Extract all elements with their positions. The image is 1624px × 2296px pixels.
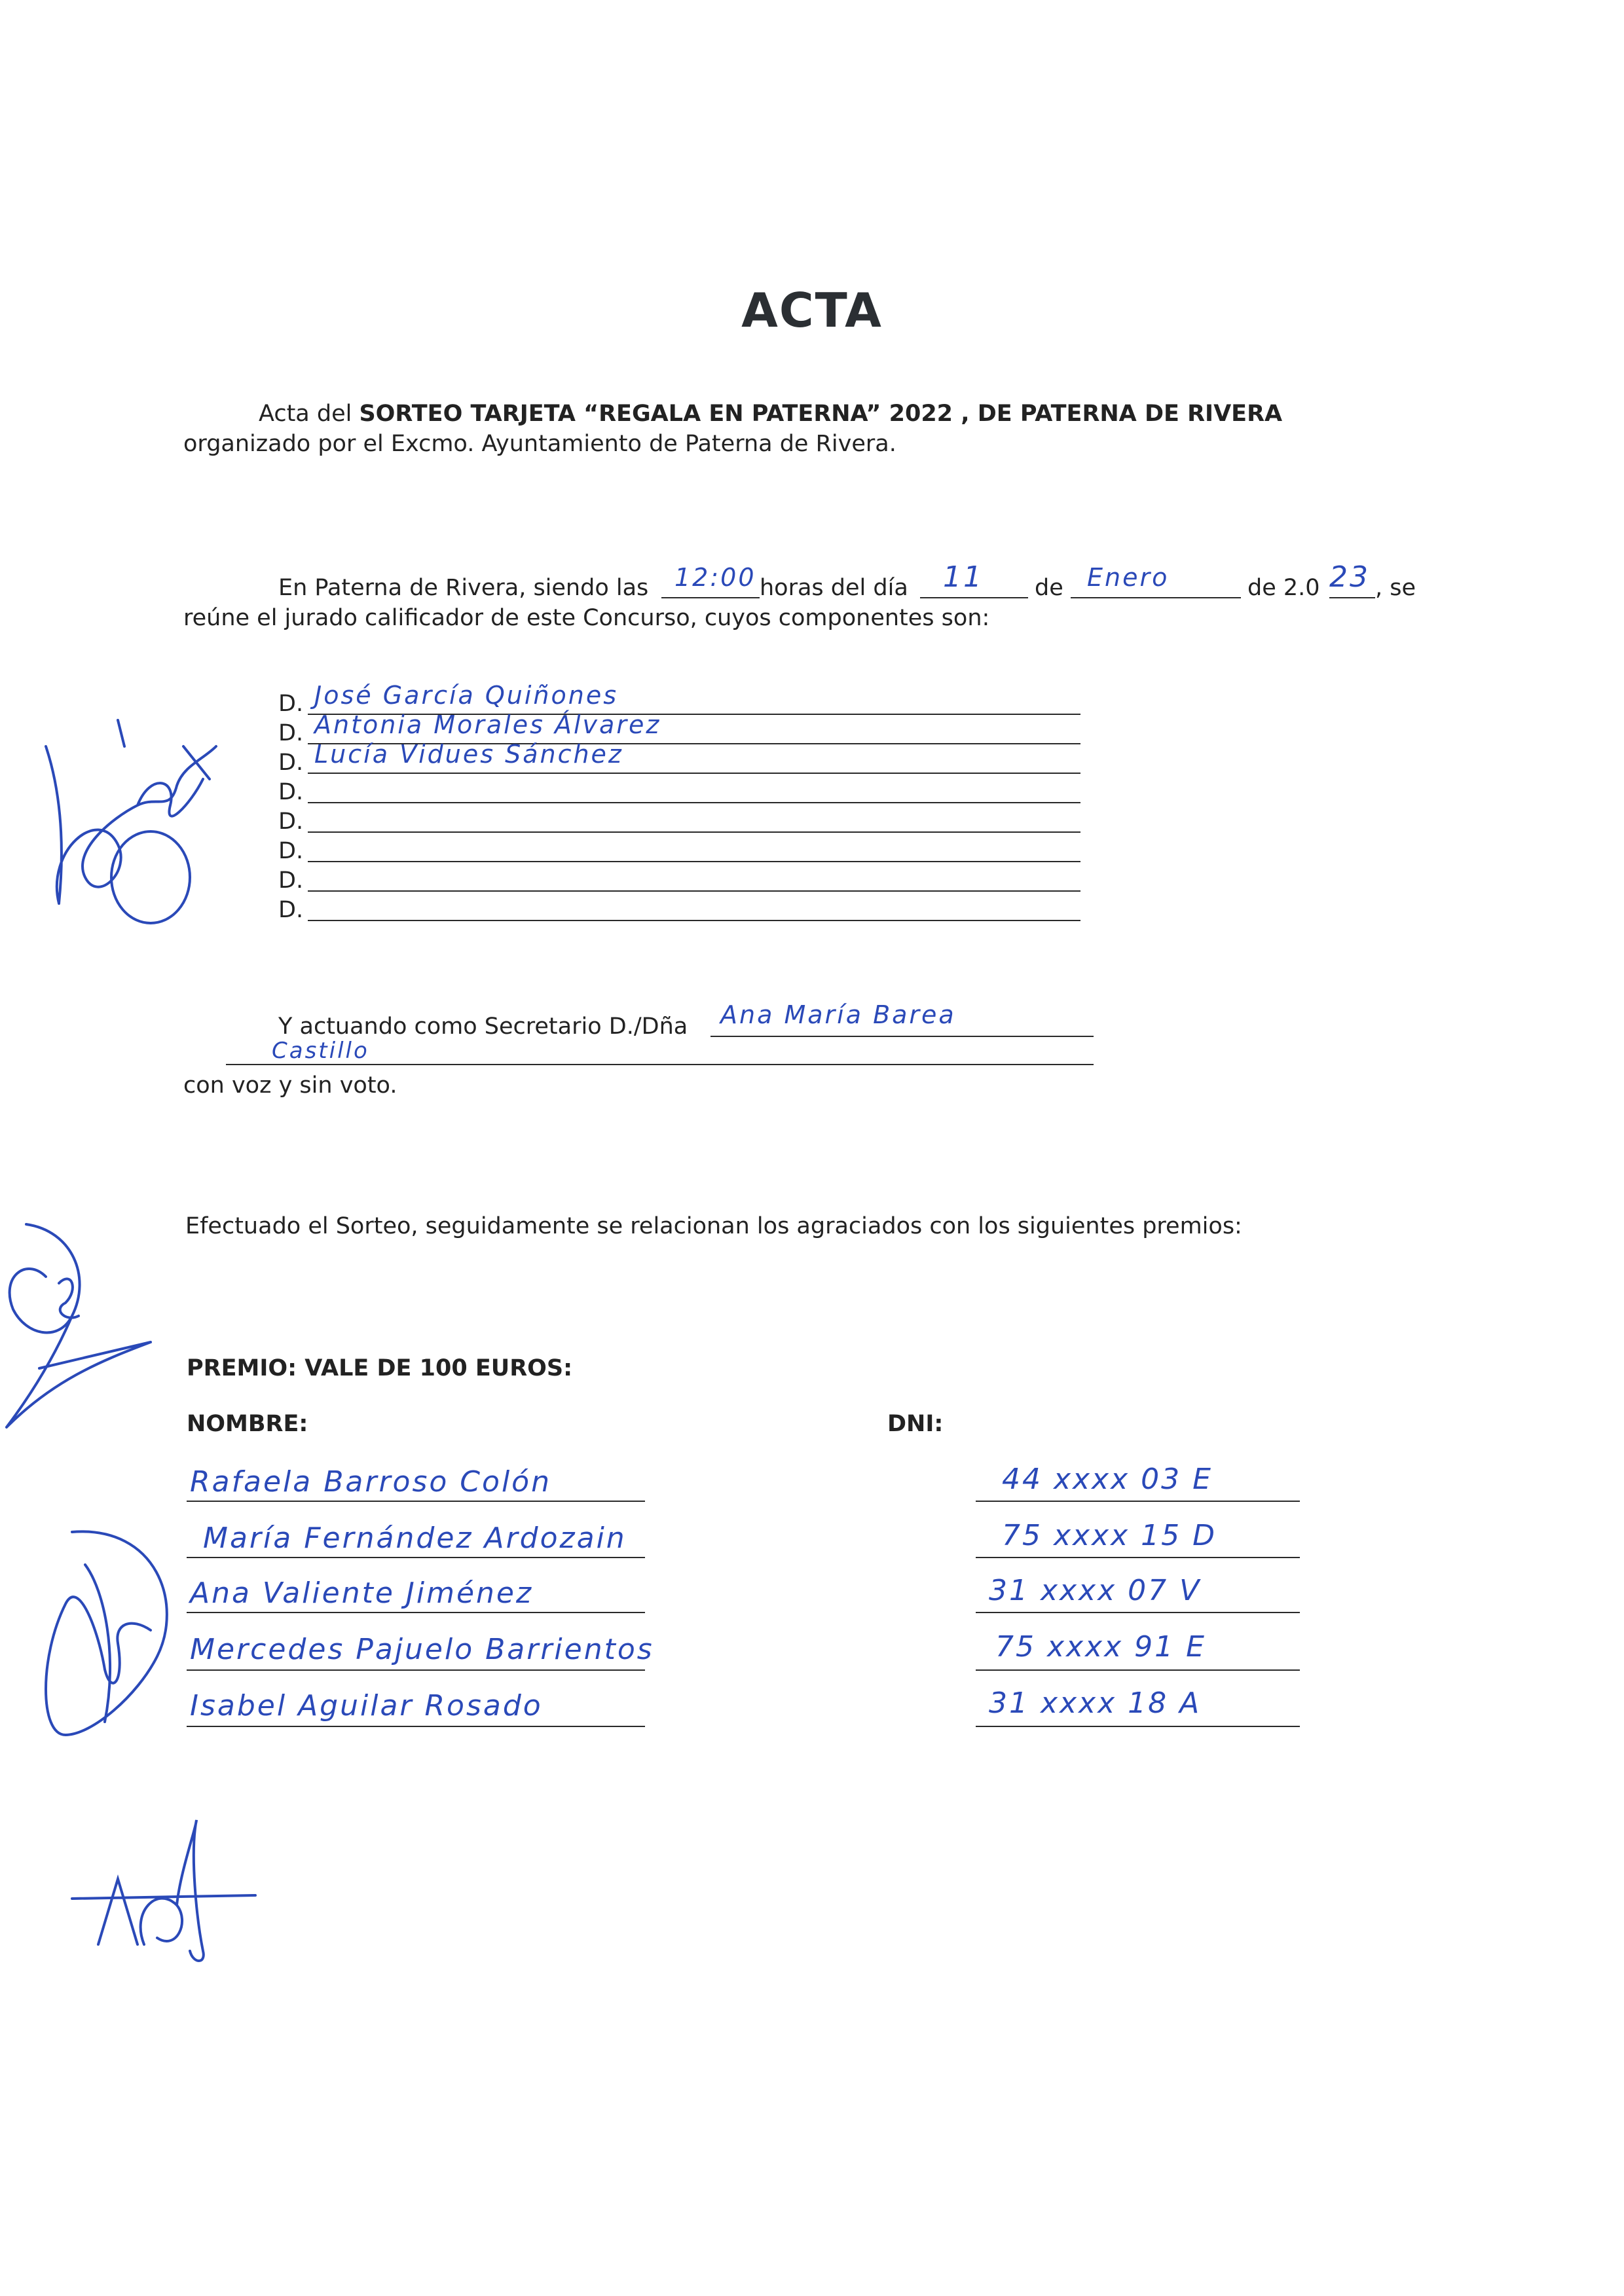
secretary-line-2 [226,1064,1094,1065]
winner-dni: 44 xxxx 03 E [1002,1463,1213,1496]
meeting-hour: 12:00 [674,563,756,592]
meeting-line-2: reúne el jurado calificador de este Concurso, cuyos componentes son: [183,605,990,631]
document-title: ACTA [741,283,883,338]
name-line [187,1612,645,1613]
winner-dni: 31 xxxx 07 V [989,1574,1202,1607]
year-line [1329,597,1375,598]
jury-prefix: D. [278,720,304,746]
meeting-text-4: de 2.0 [1247,575,1320,601]
secretary-name-2: Castillo [272,1038,369,1064]
name-line [187,1501,645,1502]
jury-prefix: D. [278,867,304,894]
intro-line-1 [259,401,1282,427]
intro-line-2: organizado por el Excmo. Ayuntamiento de Paterna de Rivera. [183,431,896,457]
jury-line [308,890,1080,892]
jury-prefix: D. [278,779,304,805]
draw-statement: Efectuado el Sorteo, seguidamente se relacionan los agraciados con los siguientes premios: [185,1213,1242,1239]
winner-name: María Fernández Ardozain [203,1522,627,1555]
col-name-header: NOMBRE: [187,1411,308,1437]
secretary-line-1 [710,1036,1094,1037]
winner-dni: 75 xxxx 15 D [1002,1519,1217,1552]
winner-dni: 31 xxxx 18 A [989,1686,1202,1720]
winner-name: Ana Valiente Jiménez [190,1576,534,1610]
name-line [187,1726,645,1727]
intro-prefix: Acta del [259,401,360,427]
secretary-text: Y actuando como Secretario D./Dña [278,1013,688,1040]
signature-4 [65,1813,275,1971]
winner-name: Isabel Aguilar Rosado [190,1689,543,1722]
jury-prefix: D. [278,838,304,864]
jury-member: José García Quiñones [314,681,619,710]
meeting-text-1: En Paterna de Rivera, siendo las [278,575,649,601]
meeting-text-5: , se [1375,575,1416,601]
dni-line [976,1557,1300,1558]
jury-prefix: D. [278,809,304,835]
jury-line [308,831,1080,833]
day-line [920,597,1028,598]
meeting-day: 11 [943,560,984,594]
month-line [1071,597,1241,598]
dni-line [976,1669,1300,1671]
jury-prefix: D. [278,750,304,776]
event-name: SORTEO TARJETA “REGALA EN PATERNA” 2022 , DE PATERNA DE RIVERA [359,401,1283,427]
meeting-text-3: de [1035,575,1063,601]
jury-line [308,920,1080,921]
jury-line [308,861,1080,862]
hour-line [661,597,760,598]
signature-3 [26,1525,183,1761]
signature-2 [0,1218,164,1434]
jury-member: Lucía Vidues Sánchez [314,740,623,769]
dni-line [976,1501,1300,1502]
jury-line [308,773,1080,774]
name-line [187,1669,645,1671]
winner-name: Mercedes Pajuelo Barrientos [190,1633,654,1666]
meeting-text-2: horas del día [760,575,908,601]
prize-title: PREMIO: VALE DE 100 EUROS: [187,1355,573,1381]
meeting-year: 23 [1329,560,1370,594]
col-dni-header: DNI: [887,1411,944,1437]
dni-line [976,1726,1300,1727]
jury-line [308,802,1080,803]
jury-member: Antonia Morales Álvarez [314,710,661,739]
winner-dni: 75 xxxx 91 E [995,1630,1206,1664]
secretary-name-1: Ana María Barea [720,1000,956,1029]
secretary-suffix: con voz y sin voto. [183,1072,397,1099]
jury-prefix: D. [278,897,304,923]
winner-name: Rafaela Barroso Colón [190,1465,551,1499]
meeting-month: Enero [1087,563,1170,592]
jury-prefix: D. [278,691,304,717]
signature-1 [20,707,255,930]
name-line [187,1557,645,1558]
dni-line [976,1612,1300,1613]
